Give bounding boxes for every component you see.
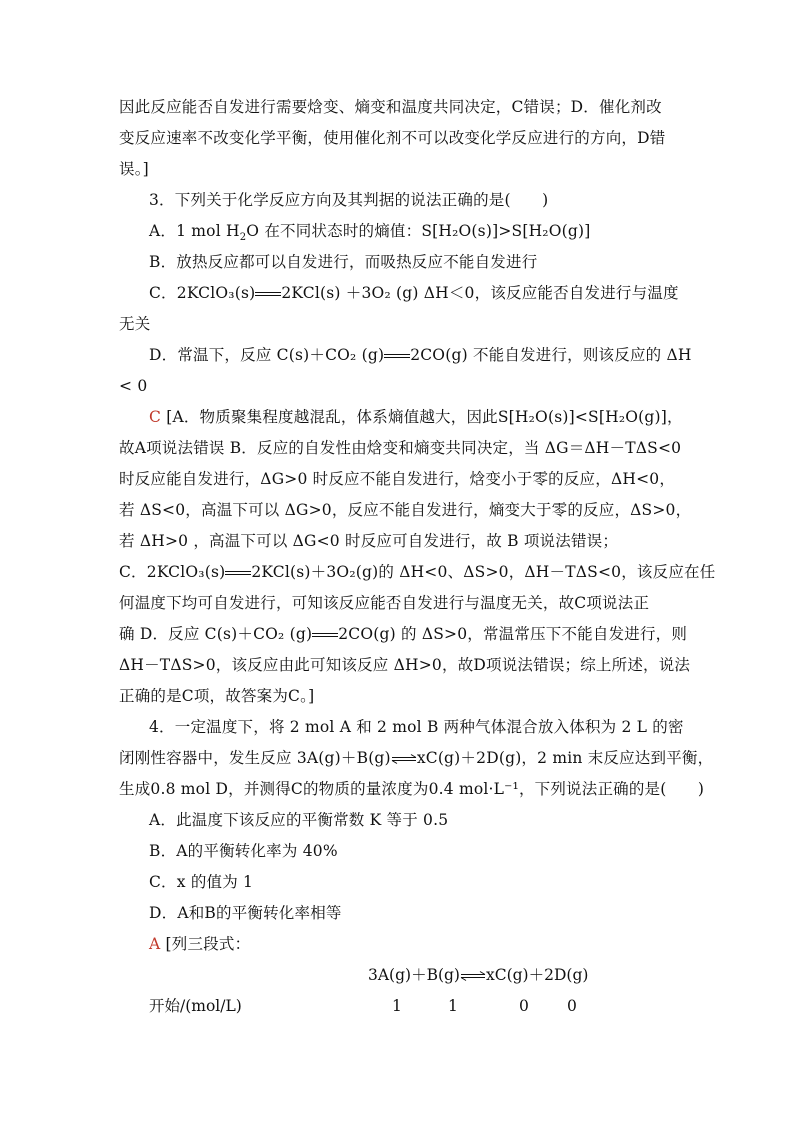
question-3-option-b: B．放热反应都可以自发进行，而吸热反应不能自发进行 [149, 253, 538, 271]
explanation-line: 何温度下均可自发进行，可知该反应能否自发进行与温度无关，故C项说法正 [119, 594, 650, 612]
option-d-part2: 2CO(g) 不能自发进行，则该反应的 ΔH [410, 346, 692, 364]
reaction-equation [368, 964, 588, 986]
option-d-part1: D．常温下，反应 C(s)＋CO₂ (g) [149, 346, 385, 364]
explanation-line: [列三段式： [165, 935, 251, 953]
stem-part: 闭刚性容器中，发生反应 3A(g)＋B(g) [119, 749, 391, 767]
question-3-option-d [149, 344, 709, 366]
explanation-line [119, 623, 688, 645]
table-cell: 0 [567, 997, 577, 1015]
question-4-option-c: C．x 的值为 1 [149, 873, 254, 891]
question-4-option-b: B．A的平衡转化率为 40% [149, 842, 338, 860]
explanation-line: 若 ΔH>0 ，高温下可以 ΔG<0 时反应可自发进行，故 B 项说法错误； [119, 532, 619, 550]
explanation-line: 时反应能自发进行，ΔG>0 时反应不能自发进行，焓变小于零的反应，ΔH<0， [119, 470, 676, 488]
explanation-line [119, 561, 716, 583]
explanation-part: 2CO(g) 的 ΔS>0，常温常压下不能自发进行，则 [338, 625, 688, 643]
answer-letter: A [149, 935, 161, 953]
equals-sign-icon [384, 352, 410, 360]
paragraph-line: 因此反应能否自发进行需要焓变、熵变和温度共同决定，C错误；D．催化剂改 [119, 98, 662, 116]
question-4-stem: 生成0.8 mol D，并测得C的物质的量浓度为0.4 mol·L⁻¹，下列说法正确的是( ) [119, 780, 705, 798]
explanation-line: 故A项说法错误 B．反应的自发性由焓变和熵变共同决定，当 ΔG＝ΔH－TΔS<0 [119, 439, 682, 457]
explanation-part: 2KCl(s)＋3O₂(g)的 ΔH<0、ΔS>0，ΔH－TΔS<0，该反应在任 [251, 563, 716, 581]
table-cell: 1 [448, 997, 458, 1015]
paragraph-line: 误。] [119, 160, 149, 178]
stem-part: xC(g)＋2D(g)，2 min 末反应达到平衡， [416, 749, 714, 767]
question-3-stem: 3．下列关于化学反应方向及其判据的说法正确的是( ) [149, 191, 549, 209]
reversible-arrow-icon [391, 754, 417, 764]
explanation-line: 若 ΔS<0，高温下可以 ΔG>0，反应不能自发进行，熵变大于零的反应，ΔS>0， [119, 501, 692, 519]
reversible-arrow-icon [460, 971, 486, 981]
paragraph-line: 变反应速率不改变化学平衡，使用催化剂不可以改变化学反应进行的方向，D错 [119, 129, 666, 147]
explanation-part: C．2KClO₃(s) [119, 563, 226, 581]
option-a-expr: S[H₂O(s)]>S[H₂O(g)] [421, 222, 591, 240]
question-3-option-d-cont: < 0 [119, 377, 148, 395]
equals-sign-icon [312, 631, 338, 639]
question-4-option-d: D．A和B的平衡转化率相等 [149, 904, 342, 922]
explanation-line: [A．物质聚集程度越混乱，体系熵值越大，因此S[H₂O(s)]<S[H₂O(g)]， [166, 408, 683, 426]
question-4-option-a: A．此温度下该反应的平衡常数 K 等于 0.5 [149, 811, 449, 829]
table-cell: 1 [392, 997, 402, 1015]
explanation-line: ΔH－TΔS>0，该反应由此可知该反应 ΔH>0，故D项说法错误；综上所述，说法 [119, 656, 691, 674]
explanation-line: 正确的是C项，故答案为C。] [119, 687, 315, 705]
question-4-stem [119, 747, 714, 769]
question-4-explanation [149, 933, 709, 955]
equation-right: xC(g)＋2D(g) [485, 966, 589, 984]
table-row-label: 开始/(mol/L) [149, 997, 242, 1015]
question-3-option-c-cont: 无关 [119, 315, 151, 333]
table-cell: 0 [519, 997, 529, 1015]
equals-sign-icon [255, 290, 281, 298]
question-3-option-a: A．1 mol $H_2O$ 在不同状态时的熵值：S[H₂O(s)]>S[H₂O(g)] [149, 222, 591, 244]
question-3-explanation [149, 406, 709, 428]
option-c-part1: C．2KClO₃(s) [149, 284, 256, 302]
answer-letter: C [149, 408, 162, 426]
option-c-part2: 2KCl(s) ＋3O₂ (g) ΔH＜0，该反应能否自发进行与温度 [281, 284, 679, 302]
equals-sign-icon [225, 569, 251, 577]
question-4-stem: 4．一定温度下，将 2 mol A 和 2 mol B 两种气体混合放入体积为 2 L 的密 [149, 718, 684, 736]
explanation-part: 确 D．反应 C(s)＋CO₂ (g) [119, 625, 313, 643]
option-a-prefix: A．1 mol H [149, 222, 240, 240]
option-a-mid: O 在不同状态时的熵值： [246, 222, 422, 240]
question-3-option-c [149, 282, 709, 304]
equation-left: 3A(g)＋B(g) [368, 966, 460, 984]
